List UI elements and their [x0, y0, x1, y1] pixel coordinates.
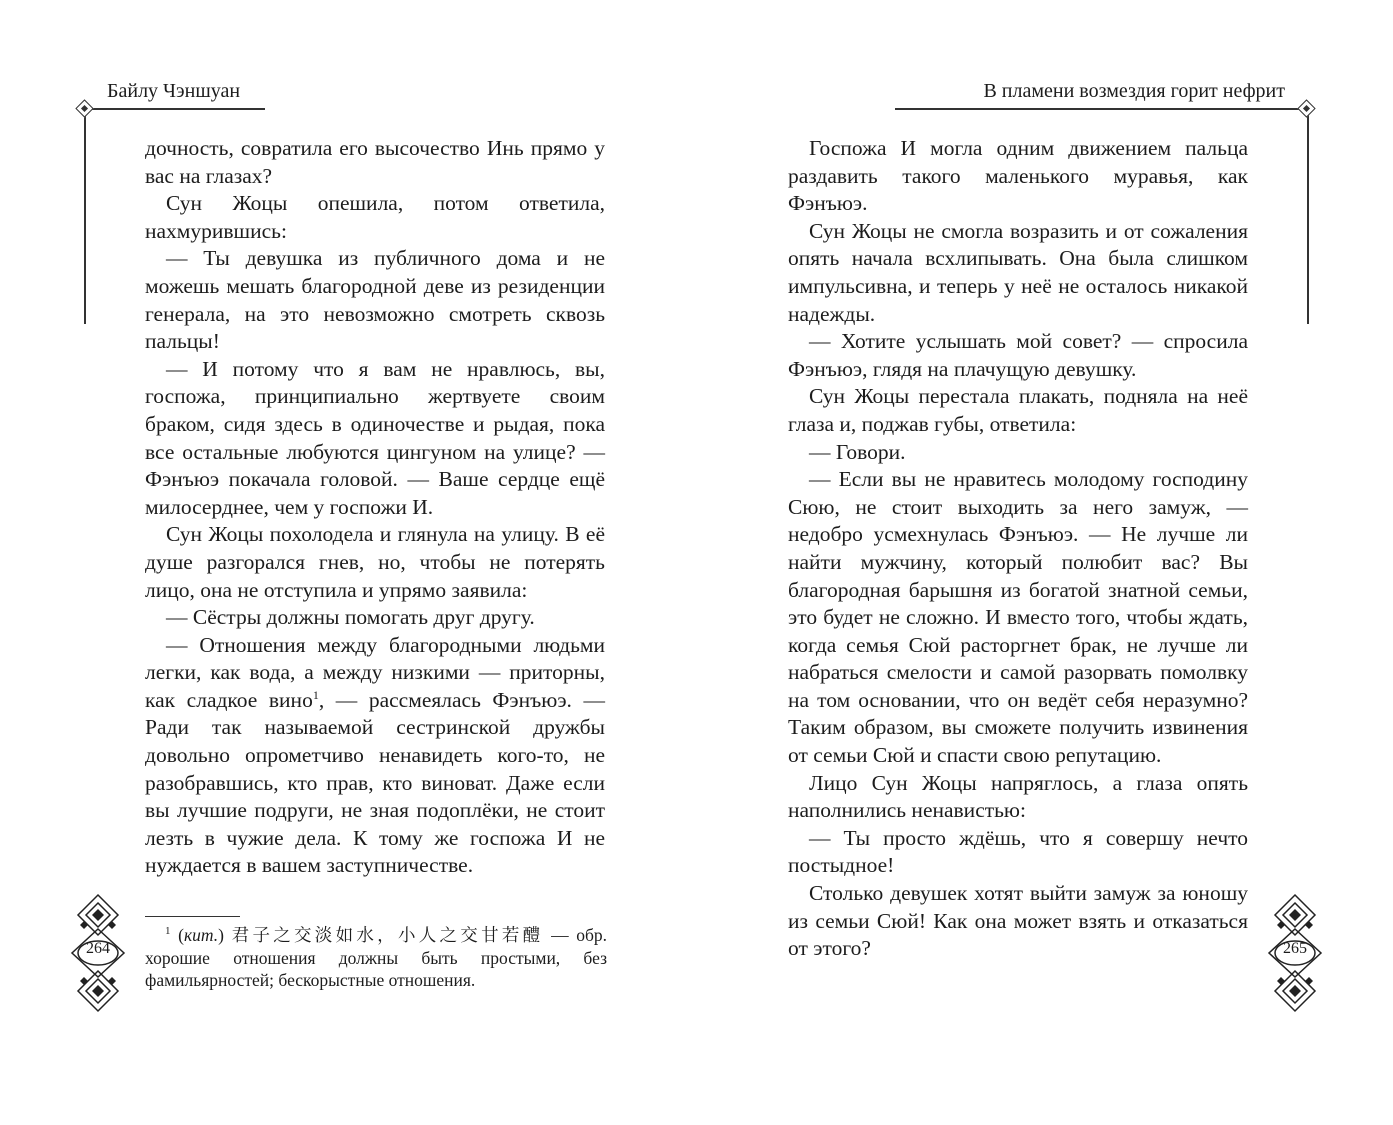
page-number-ornament-left	[70, 893, 126, 1013]
footnote-chinese: 君子之交淡如水，小人之交甘若醴	[231, 925, 544, 945]
paragraph	[145, 632, 605, 880]
header-diamond-right-icon	[1297, 99, 1315, 117]
footnote-text: — обр. хорошие отношения должны быть простыми, без фамильярностей; бескорыстные отношения.	[145, 925, 608, 990]
left-page-text	[145, 135, 605, 880]
paragraph: Сун Жоцы не смогла возразить и от сожаления опять начала всхлипывать. Она была слишком импульсивна, и теперь у неё не осталось никакой надежды.	[788, 218, 1248, 326]
paragraph: Госпожа И могла одним движением пальца раздавить такого маленького муравья, как Фэнъюэ.	[788, 136, 1248, 216]
paragraph: Лицо Сун Жоцы напряглось, а глаза опять наполнились ненавистью:	[788, 770, 1248, 823]
header-rule-left	[90, 108, 265, 110]
paragraph: — И потому что я вам не нравлюсь, вы, госпожа, принципиально жертвуете своим браком, сидя здесь в одиночестве и рыдая, пока все остальные любуются цингуном на улице? — Фэнъюэ покачала головой. — Ваше сердце ещё милосерднее, чем у госпожи И.	[145, 356, 605, 519]
page-number-right: 265	[1283, 940, 1307, 957]
footnote: $^1$ (кит.) 君子之交淡如水，小人之交甘若醴 — обр. хорошие отношения должны быть простыми, без фамильярностей; бескорыстные отношения.	[145, 925, 608, 990]
paragraph: — Ты девушка из публичного дома и не можешь мешать благородной деве из резиденции генерала, на это невозможно смотреть сквозь пальцы!	[145, 246, 605, 354]
paragraph: Столько девушек хотят выйти замуж за юношу из семьи Сюй! Как она может взять и отказаться от этого?	[788, 881, 1248, 961]
running-head-author: Байлу Чэншуан	[107, 80, 241, 102]
footnote-language: кит.	[184, 925, 219, 945]
footnote-separator	[145, 916, 240, 917]
footnote-reference[interactable]: 1	[312, 687, 319, 702]
right-page-text	[788, 135, 1248, 963]
paragraph: дочность, совратила его высочество Инь прямо у вас на глазах?	[145, 136, 605, 188]
paragraph: — Сёстры должны помогать друг другу.	[166, 605, 535, 630]
paragraph: — Хотите услышать мой совет? — спросила Фэнъюэ, глядя на плачущую девушку.	[788, 329, 1248, 381]
paragraph: — Ты просто ждёшь, что я совершу нечто постыдное!	[788, 825, 1248, 878]
header-diamond-left-icon	[75, 99, 93, 117]
paragraph: Сун Жоцы перестала плакать, подняла на неё глаза и, поджав губы, ответила:	[788, 384, 1248, 436]
paragraph: — Говори.	[809, 439, 906, 464]
footnote-number: 1	[165, 925, 171, 938]
paragraph: Сун Жоцы опешила, потом ответила, нахмурившись:	[145, 191, 605, 243]
page-number-ornament-right	[1267, 893, 1323, 1013]
paragraph-part: , — рассмеялась Фэнъюэ. — Ради так называемой сестринской дружбы довольно опрометчиво ненавидеть кого-то, не разобравшись, кто прав, кто виноват. Даже если вы лучшие подруги, не зная подоплёки, не стоит лезть в чужие дела. К тому же госпожа И не нуждается в вашем заступничестве.	[145, 687, 606, 878]
header-rule-right-vertical	[1307, 114, 1309, 324]
header-rule-right	[895, 108, 1300, 110]
running-head-title: В пламени возмездия горит нефрит	[983, 80, 1285, 102]
paragraph: — Если вы не нравитесь молодому господину Сюю, не стоит выходить за него замуж, — недобро усмехнулась Фэнъюэ. — Не лучше ли найти мужчину, который полюбит вас? Вы благородная барышня из богатой знатной семьи, это будет не сложно. И вместо того, чтобы ждать, когда семья Сюй расторгнет брак, не лучше ли набраться смелости и самой разорвать помолвку на том основании, что он ведёт себя неразумно? Таким образом, вы сможете получить извинения от семьи Сюй и спасти свою репутацию.	[788, 467, 1248, 768]
page-number-left: 264	[86, 940, 110, 957]
header-rule-left-vertical	[84, 114, 86, 324]
paragraph: Сун Жоцы похолодела и глянула на улицу. В её душе разгорался гнев, но, чтобы не потерять лицо, она не отступила и упрямо заявила:	[145, 522, 605, 602]
paragraph-part: — Отношения между благородными людьми легки, как вода, а между низкими — приторны, как сладкое вино	[145, 632, 605, 712]
